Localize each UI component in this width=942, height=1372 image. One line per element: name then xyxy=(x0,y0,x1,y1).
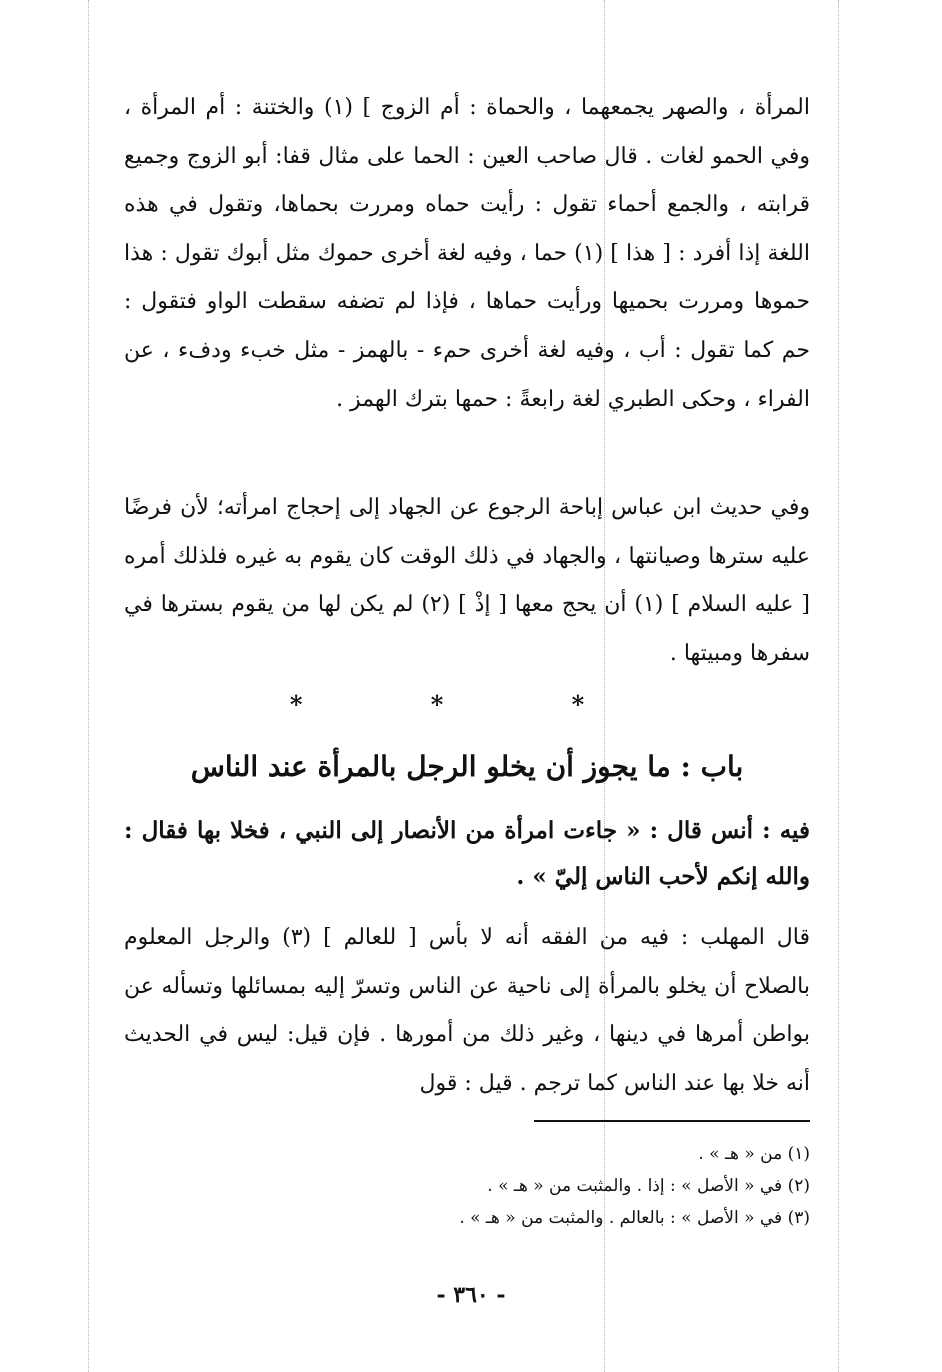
margin-guide-line-right xyxy=(838,0,839,1372)
footnote-2: (٢) في « الأصل » : إذا . والمثبت من « هـ » . xyxy=(487,1176,810,1196)
footnote-rule xyxy=(534,1120,810,1122)
page-number: - ٣٦٠ - xyxy=(436,1282,506,1308)
footnotes xyxy=(124,1138,810,1234)
paragraph-ibn-abbas: وفي حديث ابن عباس إباحة الرجوع عن الجهاد إلى إحجاج امرأته؛ لأن فرضًا عليه سترها وصيانتها ، والجهاد في ذلك الوقت كان يقوم به غيره فلذلك أمره [ عليه السلام ] (١) أن يحج معها [ إذْ ] (٢) لم يكن لها من يقوم بسترها في سفرها ومبيتها . xyxy=(124,495,810,666)
section-separator: * * * xyxy=(289,690,645,719)
footnote-1: (١) من « هـ » . xyxy=(698,1144,810,1164)
footnote-3: (٣) في « الأصل » : بالعالم . والمثبت من « هـ » . xyxy=(459,1208,810,1228)
margin-guide-line-left xyxy=(88,0,89,1372)
paragraph-definitions: المرأة ، والصهر يجمعهما ، والحماة : أم الزوج ] (١) والختنة : أم المرأة ، وفي الحمو لغات . قال صاحب العين : الحما على مثال قفا: أبو الزوج وجميع قرابته ، والجمع أحماء تقول : رأيت حماه ومررت بحماها، وتقول في هذه اللغة إذا أفرد : [ هذا ] (١) حما ، وفيه لغة أخرى حموك مثل أبوك تقول : هذا حموها ومررت بحميها ورأيت حماها ، فإذا لم تضفه سقطت الواو فتقول : حم كما تقول : أب ، وفيه لغة أخرى حمء - بالهمز - مثل خبء ودفء ، عن الفراء ، وحكى الطبري لغة رابعةً : حمها بترك الهمز . xyxy=(124,95,810,412)
chapter-title: باب : ما يجوز أن يخلو الرجل بالمرأة عند الناس xyxy=(190,750,744,783)
paragraph-muhallab: قال المهلب : فيه من الفقه أنه لا بأس [ للعالم ] (٣) والرجل المعلوم بالصلاح أن يخلو بالمرأة إلى ناحية عن الناس وتسرّ إليه بمسائلها وتسأله عن بواطن أمرها في دينها ، وغير ذلك من أمورها . فإن قيل: ليس في الحديث أنه خلا بها عند الناس كما ترجم . قيل : قول xyxy=(124,925,810,1096)
hadith-text: فيه : أنس قال : « جاءت امرأة من الأنصار إلى النبي ، فخلا بها فقال : والله إنكم لأحب الناس إليّ » . xyxy=(124,817,810,890)
